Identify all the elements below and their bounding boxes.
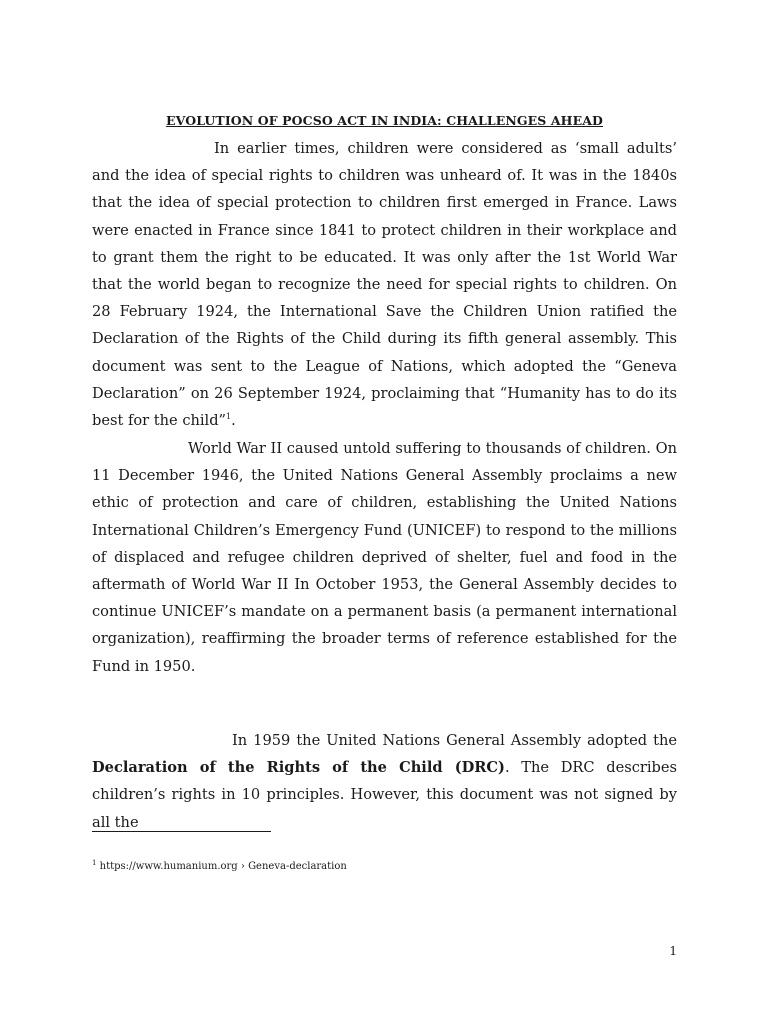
footnote: [92, 860, 347, 874]
paragraph-drc-bold: Declaration of the Rights of the Child (DRC): [92, 759, 505, 777]
footnote-reference[interactable]: 1: [226, 412, 232, 422]
paragraph-drc: [92, 727, 677, 836]
paragraph-history-text: In earlier times, children were considered as ‘small adults’ and the idea of special rights to children was unheard of. It was in the 1840s that the idea of special protection to children first emerged in France. Laws were enacted in France since 1841 to protect children in their workplace and to grant them the right to be educated. It was only after the 1st World War that the world began to recognize the need for special rights to children. On 28 February 1924, the International Save the Children Union ratified the Declaration of the Rights of the Child during its fifth general assembly. This document was sent to the League of Nations, which adopted the “Geneva Declaration” on 26 September 1924, proclaiming that “Humanity has to do its best for the child”: [92, 140, 677, 430]
paragraph-history-end: .: [231, 412, 236, 430]
footnote-number: 1: [92, 859, 97, 867]
page-number: 1: [669, 944, 677, 958]
document-title: EVOLUTION OF POCSO ACT IN INDIA: CHALLENGES AHEAD: [166, 113, 603, 128]
paragraph-drc-rest: . The DRC describes children’s rights in 10 principles. However, this document was not signed by all the: [92, 759, 677, 831]
footnote-divider: [92, 831, 271, 832]
paragraph-unicef: World War II caused untold suffering to thousands of children. On 11 December 1946, the United Nations General Assembly proclaims a new ethic of protection and care of children, establishing the United Nations International Children’s Emergency Fund (UNICEF) to respond to the millions of displaced and refugee children deprived of shelter, fuel and food in the aftermath of World War II In October 1953, the General Assembly decides to continue UNICEF’s mandate on a permanent basis (a permanent international organization), reaffirming the broader terms of reference established for the Fund in 1950.: [92, 440, 677, 675]
document-page: [92, 0, 677, 1024]
paragraph-drc-intro: In 1959 the United Nations General Assembly adopted the: [232, 732, 677, 749]
footnote-link[interactable]: https://www.humanium.org › Geneva-declaration: [99, 861, 347, 872]
paragraph-history: [92, 135, 677, 434]
